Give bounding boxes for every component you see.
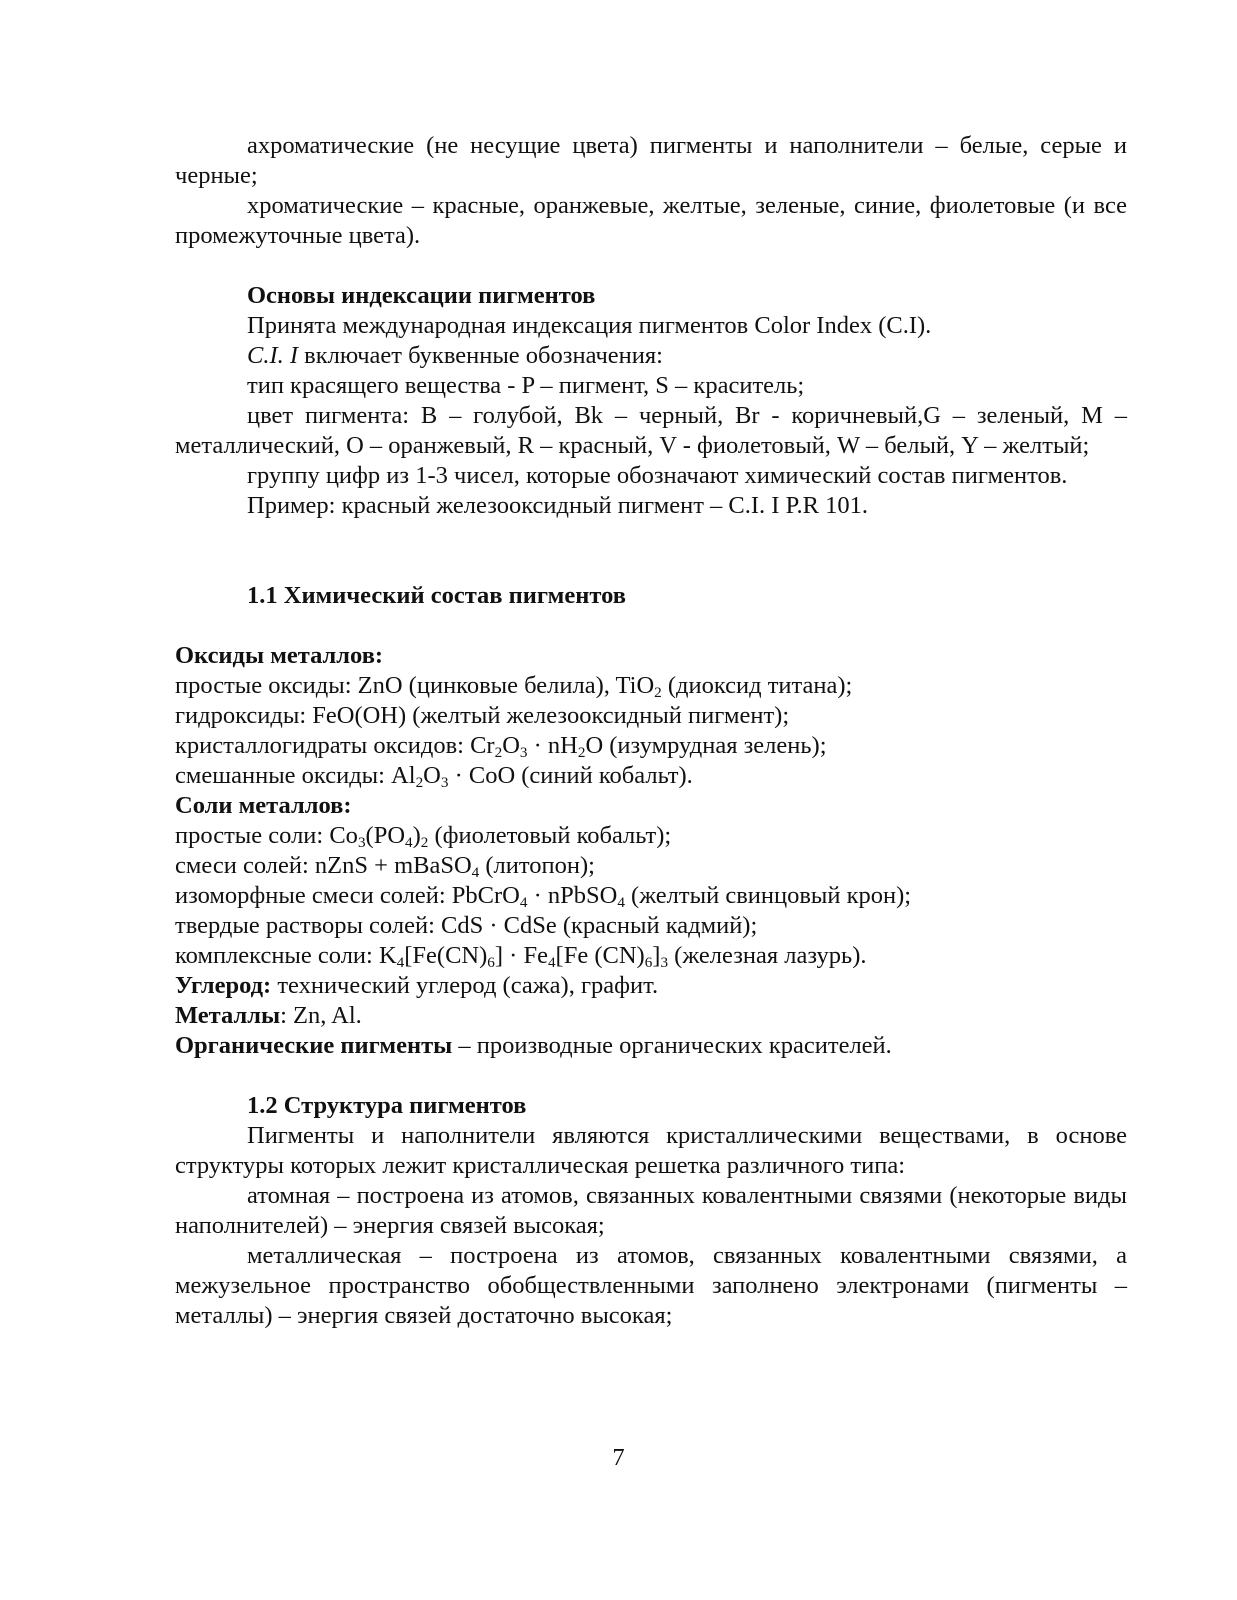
seg: (железная лазурь). (668, 942, 867, 969)
sub: 4 (471, 863, 480, 881)
seg: комплексные соли: K (175, 942, 397, 969)
paragraph-example: Пример: красный железооксидный пигмент – C.I. I P.R 101. (247, 492, 868, 519)
line-simple-oxides (175, 671, 1127, 701)
metals-text: : Zn, Al. (280, 1002, 362, 1029)
line-simple-salts (175, 821, 1127, 851)
seg: ] · Fe (494, 942, 548, 969)
seg: · nH (527, 732, 578, 759)
sub: 2 (494, 743, 503, 761)
metals-label: Металлы (175, 1002, 281, 1029)
seg: [Fe(CN) (404, 942, 488, 969)
organic-label: Органические пигменты (175, 1032, 453, 1059)
seg: смеси солей: nZnS + mBaSO (175, 852, 472, 879)
page-body (175, 131, 1127, 1331)
sub: 4 (396, 953, 405, 971)
seg: (желтый свинцовый крон); (624, 882, 912, 909)
heading-indexing: Основы индексации пигментов (247, 282, 596, 309)
heading-metal-oxides: Оксиды металлов: (175, 642, 384, 669)
paragraph-pigment-color: цвет пигмента: B – голубой, Bk – черный, Br - коричневый,G – зеленый, M – металлический, O – оранжевый, R – красный, V - фиолетовый, W – белый, Y – желтый; (175, 402, 1127, 459)
seg: (фиолетовый кобальт); (428, 822, 672, 849)
seg: изоморфные смеси солей: PbCrO (175, 882, 520, 909)
sub: 6 (644, 953, 653, 971)
page-number: 7 (612, 1444, 625, 1471)
paragraph-achromatic: ахроматические (не несущие цвета) пигменты и наполнители – белые, серые и черные; (175, 132, 1127, 189)
paragraph-metallic: металлическая – построена из атомов, связанных ковалентными связями, а межузельное пространство обобществленными заполнено электронами (пигменты – металлы) – энергия связей достаточно высокая; (175, 1242, 1127, 1329)
line-hydroxides: гидроксиды: FeO(OH) (желтый железооксидный пигмент); (175, 702, 790, 729)
paragraph-crystalline: Пигменты и наполнители являются кристаллическими веществами, в основе структуры которых лежит кристаллическая решетка различного типа: (175, 1122, 1127, 1179)
sub: 4 (547, 953, 556, 971)
seg: [Fe (CN) (555, 942, 645, 969)
line-salt-mixtures (175, 851, 1127, 881)
line-solid-solutions: твердые растворы солей: CdS · CdSe (красный кадмий); (175, 912, 758, 939)
seg: ] (652, 942, 661, 969)
carbon-text: технический углерод (сажа), графит. (271, 972, 659, 999)
seg: · CoO (синий кобальт). (448, 762, 693, 789)
seg: O (423, 762, 441, 789)
heading-metal-salts: Соли металлов: (175, 792, 352, 819)
seg: (диоксид титана); (661, 672, 853, 699)
paragraph-ci-letters (175, 341, 1127, 371)
ci-letters-text: включает буквенные обозначения: (298, 342, 663, 369)
heading-chemical-composition: 1.1 Химический состав пигментов (247, 582, 626, 609)
sub: 4 (519, 893, 528, 911)
sub: 4 (617, 893, 625, 911)
seg: O (502, 732, 520, 759)
paragraph-dye-type: тип красящего вещества - P – пигмент, S – краситель; (247, 372, 805, 399)
line-complex-salts (175, 941, 1127, 971)
line-metals (175, 1001, 1127, 1031)
carbon-label: Углерод: (175, 972, 272, 999)
organic-text: – производные органических красителей. (452, 1032, 892, 1059)
seg: ) (412, 822, 421, 849)
ci-abbrev: C.I. I (247, 342, 299, 369)
paragraph-chromatic: хроматические – красные, оранжевые, желтые, зеленые, синие, фиолетовые (и все промежуточные цвета). (175, 192, 1127, 249)
sub: 6 (487, 953, 495, 971)
paragraph-digit-group: группу цифр из 1-3 чисел, которые обозначают химический состав пигментов. (247, 462, 1068, 489)
sub: 3 (660, 953, 669, 971)
sub: 2 (654, 683, 662, 701)
paragraph-atomic: атомная – построена из атомов, связанных ковалентными связями (некоторые виды наполнителей) – энергия связей высокая; (175, 1182, 1127, 1239)
seg: кристаллогидраты оксидов: Cr (175, 732, 495, 759)
seg: · nPbSO (527, 882, 618, 909)
line-crystal-hydrates (175, 731, 1127, 761)
sub: 2 (415, 773, 424, 791)
seg: простые соли: Co (175, 822, 358, 849)
line-isomorphic-salts (175, 881, 1127, 911)
sub: 3 (519, 743, 528, 761)
seg: O (изумрудная зелень); (585, 732, 827, 759)
line-organic (175, 1031, 1127, 1061)
paragraph-color-index: Принята международная индексация пигментов Color Index (C.I). (247, 312, 932, 339)
sub: 2 (577, 743, 586, 761)
line-mixed-oxides (175, 761, 1127, 791)
seg: (PO (365, 822, 406, 849)
seg: (литопон); (479, 852, 595, 879)
line-carbon (175, 971, 1127, 1001)
sub: 3 (357, 833, 366, 851)
sub: 2 (420, 833, 429, 851)
seg: смешанные оксиды: Al (175, 762, 416, 789)
seg: простые оксиды: ZnO (цинковые белила), TiO (175, 672, 655, 699)
sub: 3 (440, 773, 449, 791)
sub: 4 (405, 833, 413, 851)
heading-structure: 1.2 Структура пигментов (247, 1092, 527, 1119)
